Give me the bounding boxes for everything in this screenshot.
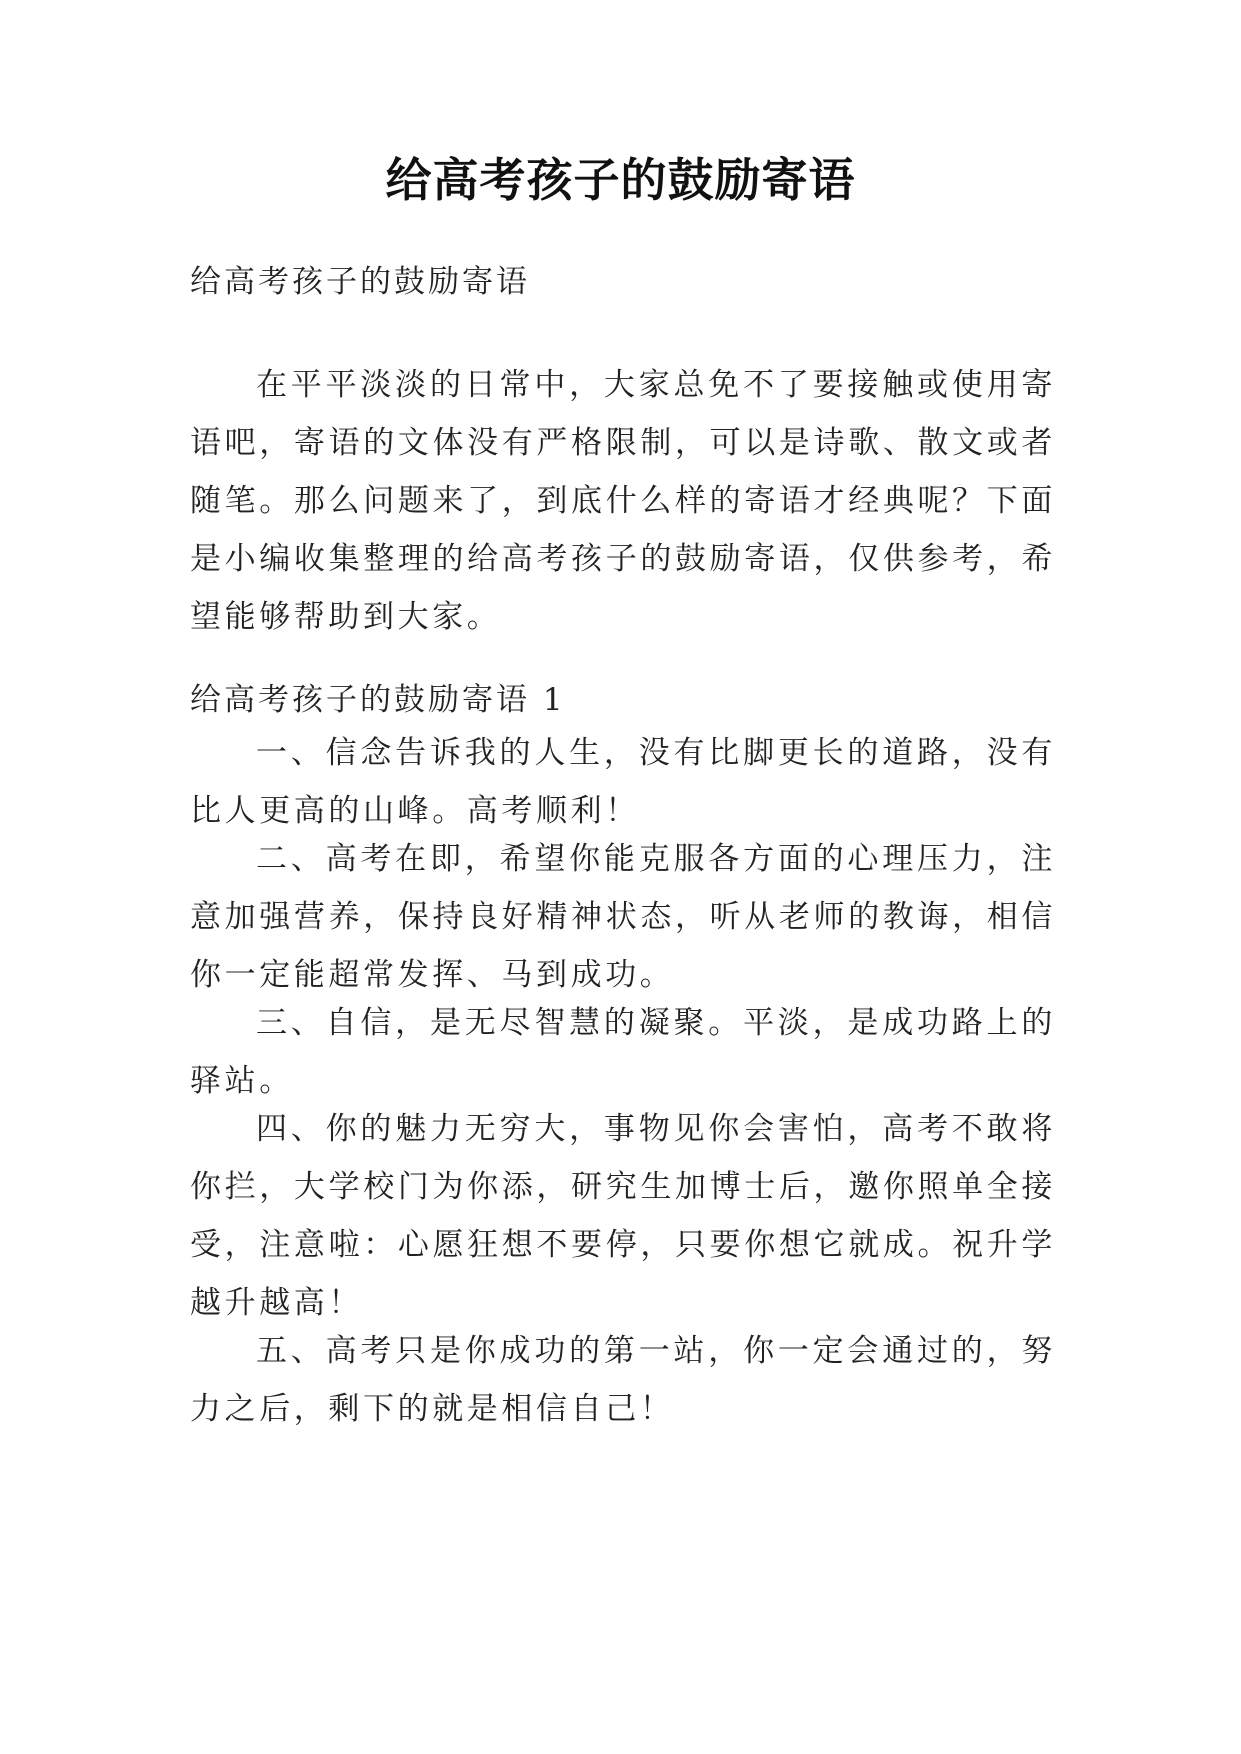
list-item: 一、信念告诉我的人生，没有比脚更长的道路，没有比人更高的山峰。高考顺利！ [190,735,1056,829]
list-item: 四、你的魅力无穷大，事物见你会害怕，高考不敢将你拦，大学校门为你添，研究生加博士后，邀你照单全接受，注意啦：心愿狂想不要停，只要你想它就成。祝升学越升越高！ [190,1111,1056,1321]
section-heading: 给高考孩子的鼓励寄语 1 [190,682,566,718]
list-item: 五、高考只是你成功的第一站，你一定会通过的，努力之后，剩下的就是相信自己！ [190,1333,1056,1427]
list-item: 二、高考在即，希望你能克服各方面的心理压力，注意加强营养，保持良好精神状态，听从老师的教诲，相信你一定能超常发挥、马到成功。 [190,841,1056,993]
intro-paragraph: 在平平淡淡的日常中，大家总免不了要接触或使用寄语吧，寄语的文体没有严格限制，可以是诗歌、散文或者随笔。那么问题来了，到底什么样的寄语才经典呢？下面是小编收集整理的给高考孩子的鼓励寄语，仅供参考，希望能够帮助到大家。 [190,367,1056,635]
document-subtitle: 给高考孩子的鼓励寄语 [190,264,530,300]
list-item: 三、自信，是无尽智慧的凝聚。平淡，是成功路上的驿站。 [190,1005,1056,1099]
document-title: 给高考孩子的鼓励寄语 [385,153,856,207]
